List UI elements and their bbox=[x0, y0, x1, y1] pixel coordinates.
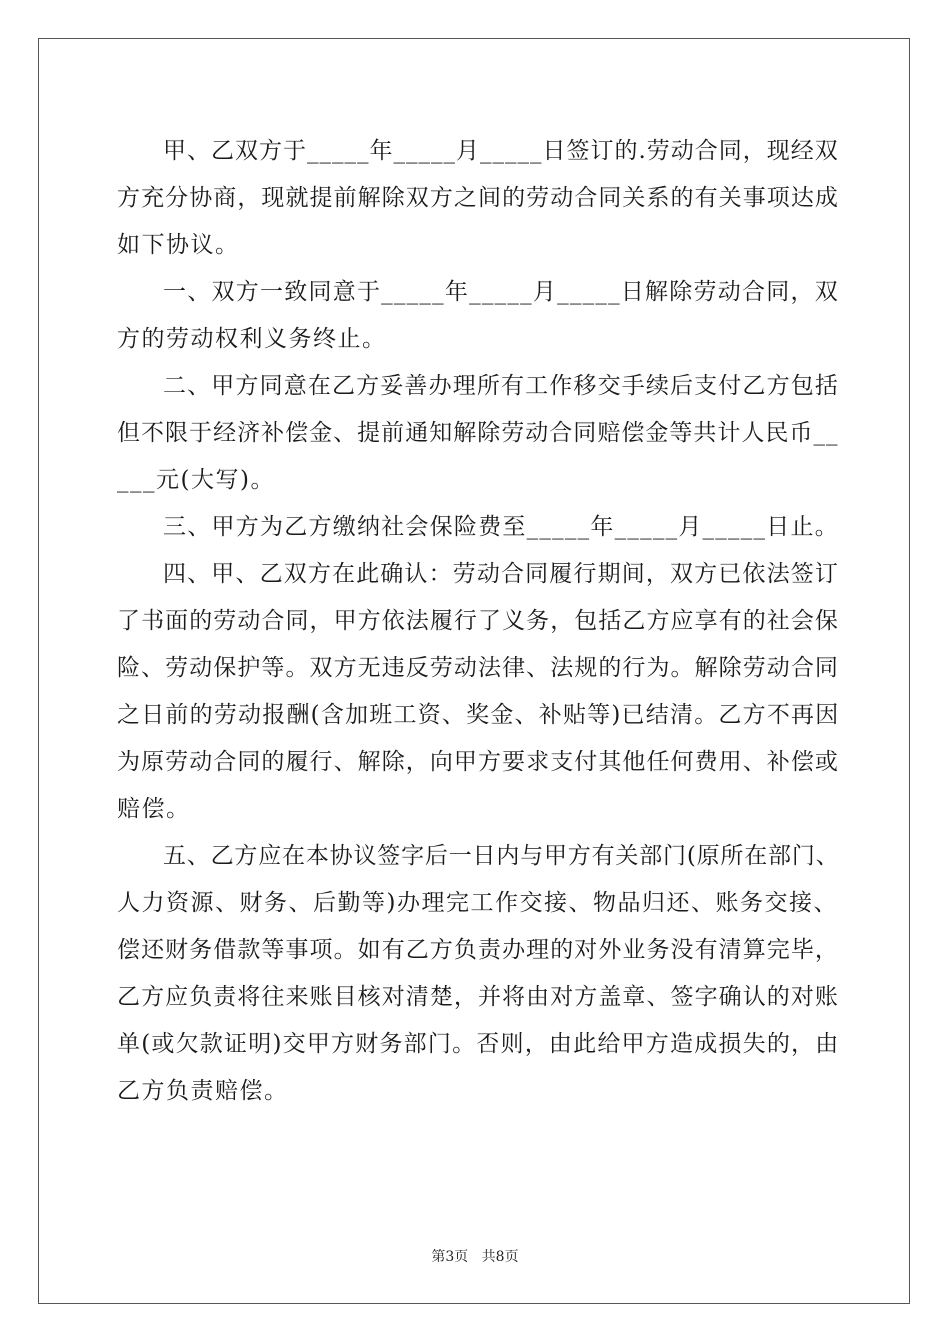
paragraph-6 bbox=[117, 833, 839, 1115]
text-line: ___元(大写)。 bbox=[117, 467, 275, 493]
text-line: 如下协议。 bbox=[117, 232, 240, 258]
text-line: 方充分协商，现就提前解除双方之间的劳动合同关系的有关事项达成 bbox=[117, 185, 839, 211]
text-line: 险、劳动保护等。双方无违反劳动法律、法规的行为。解除劳动合同 bbox=[117, 655, 839, 681]
document-body bbox=[117, 128, 839, 1115]
text-line: 二、甲方同意在乙方妥善办理所有工作移交手续后支付乙方包括 bbox=[163, 373, 839, 399]
paragraph-2 bbox=[117, 269, 839, 363]
paragraph-3 bbox=[117, 363, 839, 504]
text-line: 偿还财务借款等事项。如有乙方负责办理的对外业务没有清算完毕， bbox=[117, 937, 839, 963]
text-line: 为原劳动合同的履行、解除，向甲方要求支付其他任何费用、补偿或 bbox=[117, 749, 839, 775]
paragraph-1 bbox=[117, 128, 839, 269]
text-line: 赔偿。 bbox=[117, 796, 191, 822]
text-line: 三、甲方为乙方缴纳社会保险费至_____年_____月_____日止。 bbox=[163, 514, 839, 540]
text-line: 人力资源、财务、后勤等)办理完工作交接、物品归还、账务交接、 bbox=[117, 890, 838, 916]
paragraph-5 bbox=[117, 551, 839, 833]
page-total: 共8页 bbox=[481, 1249, 519, 1265]
text-line: 方的劳动权利义务终止。 bbox=[117, 326, 387, 352]
text-line: 乙方负责赔偿。 bbox=[117, 1078, 289, 1104]
text-line: 五、乙方应在本协议签字后一日内与甲方有关部门(原所在部门、 bbox=[163, 843, 840, 869]
text-line: 之日前的劳动报酬(含加班工资、奖金、补贴等)已结清。乙方不再因 bbox=[117, 702, 840, 728]
text-line: 但不限于经济补偿金、提前通知解除劳动合同赔偿金等共计人民币__ bbox=[117, 420, 839, 446]
text-line: 一、双方一致同意于_____年_____月_____日解除劳动合同，双 bbox=[163, 279, 839, 305]
text-line: 了书面的劳动合同，甲方依法履行了义务，包括乙方应享有的社会保 bbox=[117, 608, 839, 634]
text-line: 甲、乙双方于_____年_____月_____日签订的.劳动合同，现经双 bbox=[163, 138, 839, 164]
paragraph-4 bbox=[117, 504, 839, 551]
page-footer bbox=[0, 1246, 950, 1266]
page-number: 第3页 bbox=[431, 1249, 469, 1265]
text-line: 乙方应负责将往来账目核对清楚，并将由对方盖章、签字确认的对账 bbox=[117, 984, 839, 1010]
text-line: 四、甲、乙双方在此确认：劳动合同履行期间，双方已依法签订 bbox=[163, 561, 839, 587]
text-line: 单(或欠款证明)交甲方财务部门。否则，由此给甲方造成损失的，由 bbox=[117, 1031, 840, 1057]
